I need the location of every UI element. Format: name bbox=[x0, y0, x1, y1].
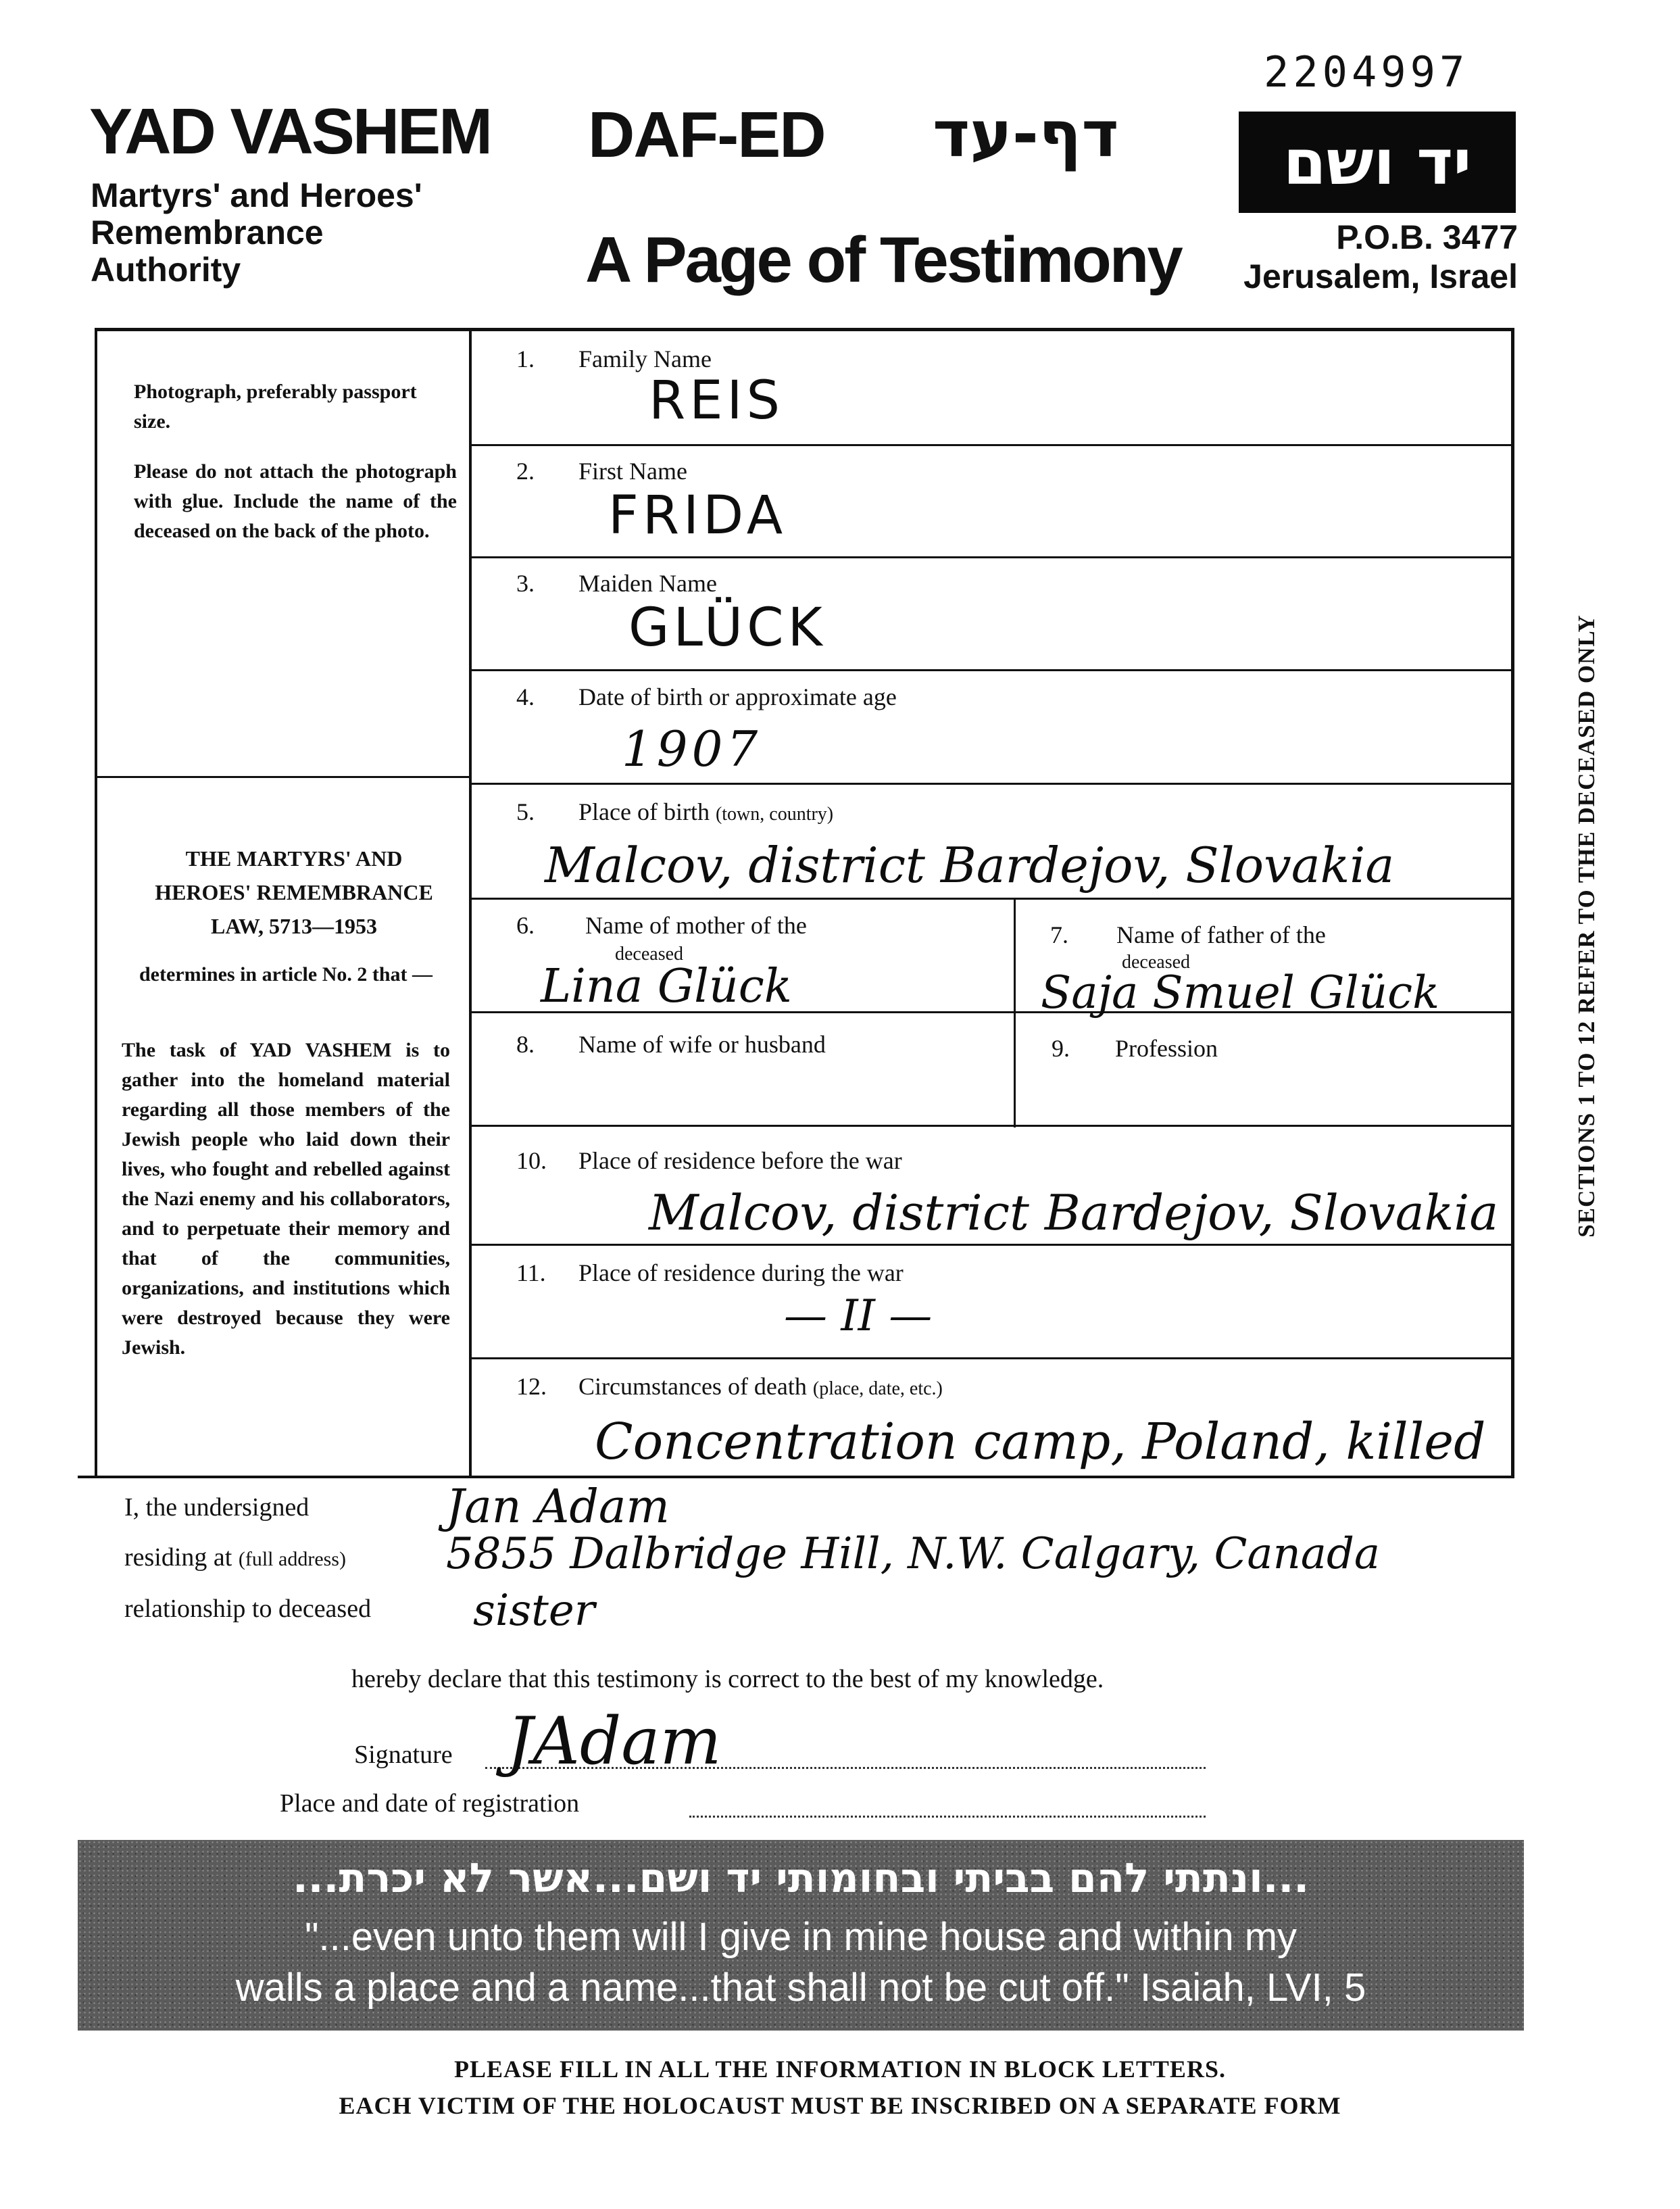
relationship-value[interactable]: sister bbox=[473, 1586, 595, 1636]
field-number: 2. bbox=[516, 458, 535, 485]
row-line bbox=[470, 444, 1512, 446]
residing-hint: (full address) bbox=[238, 1548, 346, 1570]
banner-english-line: "...even unto them will I give in mine house and within my bbox=[304, 1915, 1298, 1959]
place-of-birth-hint: (town, country) bbox=[715, 804, 834, 825]
undersigned-value[interactable]: Jan Adam bbox=[446, 1480, 670, 1534]
first-name-label: First Name bbox=[578, 458, 687, 485]
row-line bbox=[470, 669, 1512, 671]
org-subtitle-line: Authority bbox=[91, 251, 241, 289]
row-line bbox=[470, 1357, 1512, 1359]
death-circumstances-value[interactable]: Concentration camp, Poland, killed bbox=[595, 1413, 1486, 1471]
residence-during-war-value[interactable]: — II — bbox=[784, 1291, 933, 1341]
place-date-line bbox=[689, 1816, 1206, 1818]
org-subtitle bbox=[91, 177, 510, 289]
declaration-text: hereby declare that this testimony is correct to the best of my knowledge. bbox=[351, 1665, 1104, 1693]
law-determines: determines in article No. 2 that — bbox=[139, 963, 433, 986]
law-title-line: THE MARTYRS' AND bbox=[185, 846, 403, 871]
law-body: The task of YAD VASHEM is to gather into the homeland material regarding all those members of the Jewish people who laid down their lives, who fought and rebelled against the Nazi enemy and his collaborators, and to perpetuate their memory and that of the communities, organizations, and institutions which were destroyed because they were Jewish. bbox=[122, 1039, 450, 1359]
place-of-birth-label-text: Place of birth bbox=[578, 798, 710, 825]
form-top-border bbox=[95, 328, 1514, 331]
logo-hebrew-text: יד ושם bbox=[1283, 126, 1472, 199]
footer-instruction: EACH VICTIM OF THE HOLOCAUST MUST BE INSCRIBED ON A SEPARATE FORM bbox=[339, 2092, 1341, 2119]
signature-label: Signature bbox=[354, 1741, 453, 1769]
field-number: 11. bbox=[516, 1259, 546, 1286]
row-line bbox=[470, 783, 1512, 785]
maiden-name-value[interactable]: GLÜCK bbox=[628, 598, 826, 658]
death-circumstances-hint: (place, date, etc.) bbox=[812, 1378, 943, 1399]
serial-number: 2204997 bbox=[1264, 47, 1469, 97]
mother-name-value[interactable]: Lina Glück bbox=[541, 960, 793, 1013]
scripture-banner bbox=[78, 1840, 1524, 2031]
signature-value[interactable]: JAdam bbox=[507, 1703, 722, 1779]
field-number: 1. bbox=[516, 345, 535, 372]
form-bottom-border bbox=[78, 1476, 1514, 1478]
org-subtitle-line: Remembrance bbox=[91, 214, 324, 251]
city-line: Jerusalem, Israel bbox=[1243, 258, 1518, 295]
banner-hebrew-verse: ...ונתתי להם בביתי ובחומותי יד ושם...אשר לא יכרת... bbox=[292, 1855, 1310, 1902]
field-number: 6. bbox=[516, 912, 535, 939]
side-note-text: SECTIONS 1 TO 12 REFER TO THE DECEASED ONLY bbox=[1573, 614, 1600, 1238]
photo-note: Photograph, preferably passport size. bbox=[134, 381, 417, 433]
field-number: 10. bbox=[516, 1147, 547, 1174]
field-number: 12. bbox=[516, 1373, 547, 1400]
footer-instruction: PLEASE FILL IN ALL THE INFORMATION IN BLOCK LETTERS. bbox=[454, 2056, 1226, 2083]
field-number: 3. bbox=[516, 570, 535, 597]
yad-vashem-logo bbox=[1239, 112, 1516, 213]
residing-label-text: residing at bbox=[124, 1543, 232, 1572]
death-circumstances-label bbox=[578, 1372, 943, 1401]
relationship-label: relationship to deceased bbox=[124, 1595, 372, 1623]
family-name-label: Family Name bbox=[578, 345, 712, 372]
row-line bbox=[470, 898, 1512, 900]
residence-before-war-value[interactable]: Malcov, district Bardejov, Slovakia bbox=[649, 1184, 1499, 1241]
death-circumstances-label-text: Circumstances of death bbox=[578, 1373, 807, 1400]
left-section-divider bbox=[95, 776, 470, 778]
father-name-label-2: deceased bbox=[1122, 952, 1191, 973]
profession-label: Profession bbox=[1115, 1035, 1218, 1062]
residing-label bbox=[124, 1543, 346, 1572]
residing-value[interactable]: 5855 Dalbridge Hill, N.W. Calgary, Canada bbox=[446, 1529, 1381, 1579]
place-of-birth-value[interactable]: Malcov, district Bardejov, Slovakia bbox=[545, 837, 1395, 894]
first-name-value[interactable]: FRIDA bbox=[608, 485, 787, 546]
father-name-label: Name of father of the bbox=[1116, 921, 1326, 948]
place-date-label: Place and date of registration bbox=[280, 1789, 580, 1818]
field-number: 9. bbox=[1052, 1035, 1070, 1062]
date-of-birth-value[interactable]: 1907 bbox=[622, 721, 762, 777]
residence-during-war-label: Place of residence during the war bbox=[578, 1259, 904, 1286]
field-6-7-divider bbox=[1014, 898, 1016, 1127]
org-subtitle-line: Martyrs' and Heroes' bbox=[91, 176, 422, 214]
column-divider bbox=[469, 328, 472, 1477]
row-line bbox=[470, 1244, 1512, 1246]
family-name-value[interactable]: REIS bbox=[649, 370, 784, 431]
page-title: A Page of Testimony bbox=[585, 224, 1181, 296]
undersigned-label: I, the undersigned bbox=[124, 1493, 310, 1522]
row-line bbox=[470, 1125, 1512, 1127]
daf-ed-hebrew-title: דף-עד bbox=[933, 98, 1119, 172]
field-number: 5. bbox=[516, 798, 535, 825]
photo-instructions: Please do not attach the photograph with glue. Include the name of the deceased on the back of the photo. bbox=[134, 460, 457, 542]
postal-address bbox=[1237, 218, 1518, 296]
org-title: YAD VASHEM bbox=[89, 95, 491, 168]
father-name-value[interactable]: Saja Smuel Glück bbox=[1041, 967, 1440, 1019]
date-of-birth-label: Date of birth or approximate age bbox=[578, 683, 897, 710]
law-title-line: HEROES' REMEMBRANCE bbox=[155, 880, 433, 904]
daf-ed-title: DAF-ED bbox=[588, 99, 825, 171]
side-note bbox=[1560, 544, 1614, 1308]
residence-before-war-label: Place of residence before the war bbox=[578, 1147, 902, 1174]
law-title-line: LAW, 5713—1953 bbox=[211, 914, 377, 938]
row-line bbox=[470, 556, 1512, 558]
mother-name-label-2: deceased bbox=[615, 944, 684, 965]
law-title bbox=[122, 842, 466, 943]
mother-name-label: Name of mother of the bbox=[585, 912, 807, 939]
field-number: 7. bbox=[1050, 921, 1068, 948]
form-left-border bbox=[95, 328, 97, 1477]
maiden-name-label: Maiden Name bbox=[578, 570, 717, 597]
spouse-name-label: Name of wife or husband bbox=[578, 1031, 826, 1058]
pob-line: P.O.B. 3477 bbox=[1336, 218, 1518, 256]
banner-english-line: walls a place and a name...that shall not be cut off." Isaiah, LVI, 5 bbox=[235, 1966, 1366, 2010]
place-of-birth-label bbox=[578, 798, 833, 826]
form-right-border bbox=[1511, 328, 1514, 1477]
field-number: 8. bbox=[516, 1031, 535, 1058]
field-number: 4. bbox=[516, 683, 535, 710]
